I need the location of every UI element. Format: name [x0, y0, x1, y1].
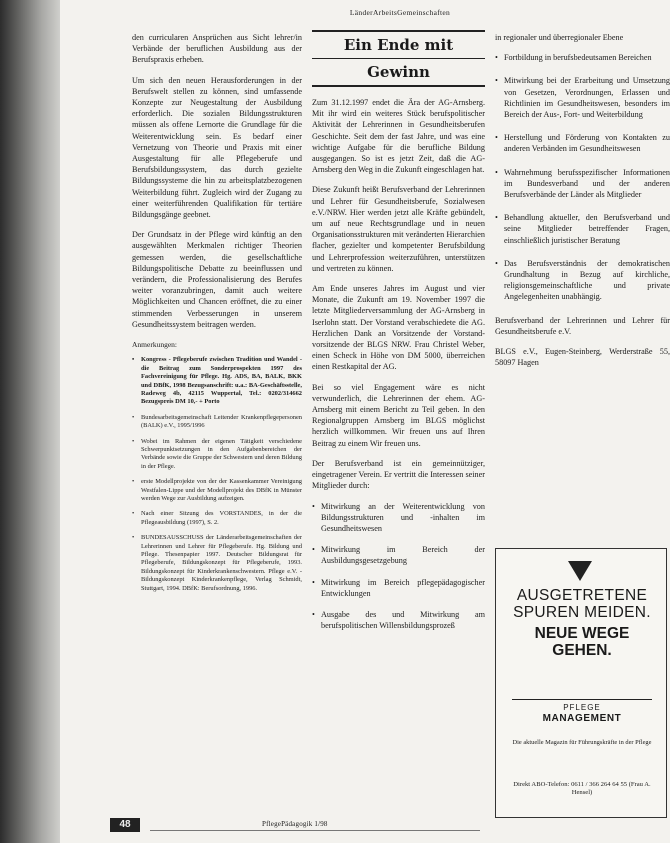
running-head: LänderArbeitsGemeinschaften	[349, 8, 451, 17]
list-item: • Mitwirkung im Bereich der Ausbildungsgesetzgebung	[312, 544, 485, 566]
headline-divider	[312, 58, 485, 59]
interests-list	[312, 501, 485, 632]
list-item: • Wahrnehmung berufsspezifischer Informationen im Bundesverband und der anderen Berufsverbände der Länder als Mitglieder	[495, 167, 670, 201]
list-item: • Ausgabe des und Mitwirkung am berufspolitischen Willensbildungsprozeß	[312, 609, 485, 631]
paragraph: Bei so viel Engagement wäre es nicht verwunderlich, die Lehrerinnen der ehem. AG-Arnsberg mit einem Bericht zu Teil geben. In den Regionalgruppen Arnsberg im BLGS möglichst herzlich willkommen. Wir freuen uns auf Ihren Beitrag zu einem Wir freuen uns.	[312, 382, 485, 448]
paragraph: Der Grundsatz in der Pflege wird künftig an den ausgewählten Merkmalen richtiger Theorien gemessen werden, die gesellschaftliche Bildungspolitische Debatte zu beeinflussen und verändern, die Professionalisierung des Berufes weiter voranzubringen, damit auch weitere Möglichkeiten und Chancen eröffnet, die zu einer stimmenden Verbesserungen in unserem Gesundheitssystem beitragen werden.	[132, 230, 302, 329]
ad-slogan	[502, 587, 662, 621]
list-item: • Mitwirkung im Bereich pflegepädagogischer Entwicklungen	[312, 577, 485, 599]
footnotes	[132, 356, 302, 593]
headline-line-1: Ein Ende mit	[343, 36, 454, 54]
services-list	[495, 52, 670, 302]
list-item: • Behandlung aktueller, den Berufsverband und seine Mitglieder betreffender Fragen, einschließlich juristischer Beratung	[495, 212, 670, 246]
footnote: • Kongress - Pflegeberufe zwischen Tradition und Wandel - die Beitrag zum Sonderprospekten 1997 des Fachvereinigung für Pflege. Hg. ADS, BA, BALK, BKK und DBfK, 1998 Bezugsanschrift: u.a.: BA-Geschäftsstelle, Radeweg 4b, 42115 Wuppertal, Tel.: 0202/314662 Bezugspreis DM 10,- + Porto	[132, 356, 302, 406]
paragraph: in regionaler und überregionaler Ebene	[495, 33, 624, 42]
ad-bold-line-1: NEUE WEGE	[534, 625, 630, 642]
ad-slogan-bold	[502, 625, 662, 659]
article-headline	[312, 30, 485, 87]
footnote: • Wobei im Rahmen der eigenen Tätigkeit verschiedene Schwerpunktsetzungen in den Aufgabenbereichen der Verbände sowie die Gruppe der Schwestern und deren Bildung in der Pflege.	[132, 438, 302, 472]
arrow-down-icon	[568, 561, 592, 581]
footnote: • erste Modellprojekte von der der Kassenkammer Vereinigung Westfalen-Lippe und der Modellprojekt des DBfK in Münster werden Wege zur Ausbildung aufzeigen.	[132, 478, 302, 503]
footnote: • Bundesarbeitsgemeinschaft Leitender Krankenpflegepersonen (BALK) e.V., 1995/1996	[132, 414, 302, 431]
ad-bold-line-2: GEHEN.	[552, 642, 612, 659]
logo-bottom: MANAGEMENT	[542, 713, 622, 724]
ad-contact: Direkt ABO-Telefon: 0611 / 366 264 64 55 (Frau A. Hensel)	[513, 781, 651, 797]
advertisement	[495, 548, 667, 818]
notes-title: Anmerkungen:	[132, 340, 177, 350]
paragraph: den curricularen Ansprüchen aus Sicht lehrer/in Verbände der beruflichen Ausbildung aus der Berufspraxis erheben.	[132, 33, 302, 65]
list-item: • Mitwirkung an der Weiterentwicklung von Bildungsstrukturen und -inhalten im Gesundheitswesen	[312, 501, 485, 535]
ad-description: Die aktuelle Magazin für Führungskräfte in der Pflege	[512, 739, 652, 746]
column-middle	[312, 30, 485, 641]
list-item: • Herstellung und Förderung von Kontakten zu anderen Verbänden im Gesundheitswesen	[495, 132, 670, 154]
paragraph: Am Ende unseres Jahres im August und vier Monate, die Zukunft am 19. November 1997 die letzte Mitgliederversammlung der AG-Arnsberg in Iserlohn statt. Der Vorstand verabschiedete die AG. Herzlichen Dank an Vorsitzende der Vorstand-vorsitzende der BLGS NRW. Frau Christel Weber, einen Scheck in Höhe von DM 5000, überreichen einen Restkapital der AG.	[312, 284, 485, 372]
column-right	[495, 32, 670, 377]
list-item: • Fortbildung in berufsbedeutsamen Bereichen	[495, 52, 670, 63]
ad-slogan-line-2: SPUREN MEIDEN.	[513, 604, 651, 621]
pflege-management-logo	[512, 699, 652, 724]
footer-title: PflegePädagogik 1/98	[262, 820, 328, 828]
paragraph: Zum 31.12.1997 endet die Ära der AG-Arnsberg. Mit ihr wird ein weiteres Stück berufspolitischer Aktivität der Lehrerinnen in Gesundheitsberufen Geschichte. Seit dem der fast Jahre, und was eine wichtige Aufgabe für die berufliche Bildung ausgegangen. So ist es jetzt Zeit, daß die AG-Arnsberg den Weg in die Zukunft eingeschlagen hat.	[312, 98, 485, 175]
headline-line-2: Gewinn	[367, 63, 430, 81]
column-left	[132, 32, 302, 600]
footnote: • Nach einer Sitzung des VORSTANDES, in der die Pflegeausbildung (1997), S. 2.	[132, 510, 302, 527]
list-item: • Mitwirkung bei der Erarbeitung und Umsetzung von Gesetzen, Verordnungen, Erlassen und Richtlinien im Gesundheitswesen, besonders im Bereich der Aus-, Fort- und Weiterbildung	[495, 75, 670, 120]
list-item: • Das Berufsverständnis der demokratischen Grundhaltung in Bezug auf kirchliche, religionsgemeinschaftliche und private Angelegenheiten unabhängig.	[495, 258, 670, 303]
ad-slogan-line-1: AUSGETRETENE	[516, 587, 648, 604]
paragraph: Diese Zukunft heißt Berufsverband der Lehrerinnen und Lehrer für Gesundheitsberufe, Sozialwesen e.V./NRW. Hier werden jetzt alle Kräfte gebündelt, um auf neue Rechtsgrundlage und in neuen Organisationsstrukturen mit veränderten Hierarchien flacher, gezielter und kompetenter Berufsbildung und Lehrerprofession weiterzuführen, unterstützen und vertreten zu können.	[312, 185, 485, 273]
footnote: • BUNDESAUSSCHUSS der Länderarbeitsgemeinschaften der Lehrerinnen und Lehrer für Pflegeberufe. Hg. Bildung und Pflege. Thesenpapier 1997. Deutscher Bildungsrat für Pflegeberufe, Bildungskonzept für Pflegeberufe, 1993. Bildungskonzept für Kinderkrankenschwestern. Pflege e.V. - Bildungskonzept Kinderkrankenpflege, Verlag Schmidt, Stuttgart, 1994. DBfK: Berufsordnung, 1996.	[132, 534, 302, 593]
book-spine-shadow	[0, 0, 60, 843]
page-number: 48	[110, 818, 140, 832]
logo-top: PFLEGE	[512, 699, 652, 712]
closing-line: Berufsverband der Lehrerinnen und Lehrer für Gesundheitsberufe e.V.	[495, 315, 670, 336]
paragraph: Um sich den neuen Herausforderungen in der Berufswelt stellen zu können, sind umfassende Konzepte zur Neugestaltung der Ausbildung erforderlich. Die sozialen Bildungsstrukturen müssen als offene Lernorte die Grundlage für die Weiterentwicklung sein. Es bedarf einer Vernetzung von Theorie und Praxis mit einer Ausgestaltung für alle Pflegeberufe und Berufsbildungssystem, das durch gezielte Bildungssysteme die hin zu arbeitsplatzbezogenen Weiterbildung führt. Zugleich wird der Zugang zu einer weiterführenden Qualifikation für tertiäre Bildungsgänge geebnet.	[132, 75, 302, 220]
paragraph: Der Berufsverband ist ein gemeinnütziger, eingetragener Verein. Er vertritt die Interessen seiner Mitglieder durch:	[312, 458, 485, 491]
footer-divider	[150, 830, 480, 831]
address: BLGS e.V., Eugen-Steinberg, Werderstraße 55, 58097 Hagen	[495, 347, 670, 368]
